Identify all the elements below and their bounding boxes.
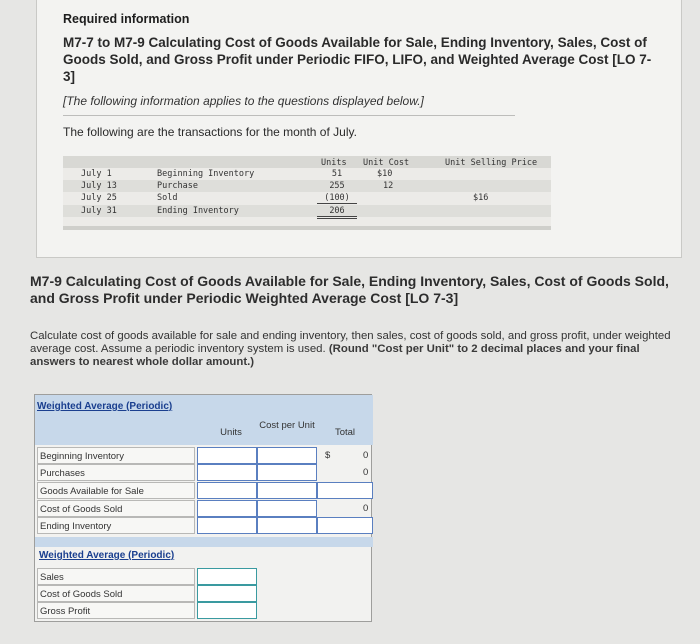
required-info-heading: Required information [63, 12, 190, 26]
section-title: M7-9 Calculating Cost of Goods Available for Sale, Ending Inventory, Sales, Cost of Goods Sold, and Gross Profit under Periodic Weighted Average Cost [LO 7-3] [30, 273, 669, 306]
beginning-inventory-units-input[interactable] [197, 447, 257, 464]
instructions [30, 330, 685, 369]
gross-profit-input[interactable] [197, 602, 257, 619]
tx-units: 255 [329, 181, 345, 191]
tx-date: July 1 [81, 169, 112, 179]
cogs-units-input[interactable] [197, 500, 257, 517]
total-column-header: Total [334, 427, 356, 438]
ending-inventory-total-input[interactable] [317, 517, 373, 534]
weighted-average-worksheet [34, 394, 372, 622]
table-row [63, 180, 551, 192]
transactions-intro: The following are the transactions for the month of July. [63, 125, 357, 139]
row-label-beginning-inventory: Beginning Inventory [37, 447, 195, 464]
row-label-purchases: Purchases [37, 464, 195, 481]
sales-input[interactable] [197, 568, 257, 585]
instructions-rounding: (Round "Cost per Unit" to 2 decimal places and your final answers to nearest whole dollar amount.) [30, 343, 640, 368]
unit-cost-header: Unit Cost [363, 158, 410, 168]
tx-units: (100) [317, 193, 357, 204]
row-label-gross-profit: Gross Profit [37, 602, 195, 619]
cogs-total: 0 [363, 503, 369, 514]
tx-desc: Sold [157, 193, 178, 203]
table-row [63, 205, 551, 217]
tx-desc: Beginning Inventory [157, 169, 255, 179]
units-header: Units [321, 158, 347, 168]
row-label-cost-of-goods-sold-2: Cost of Goods Sold [37, 585, 195, 602]
row-label-cost-of-goods-sold: Cost of Goods Sold [37, 500, 195, 517]
unit-selling-price-header: Unit Selling Price [445, 158, 538, 168]
tx-date: July 31 [81, 206, 117, 216]
tx-desc: Purchase [157, 181, 198, 191]
units-column-header: Units [220, 427, 242, 438]
transactions-header-row [63, 156, 551, 168]
row-label-ending-inventory: Ending Inventory [37, 517, 195, 534]
instructions-text: Calculate cost of goods available for sale and ending inventory, then sales, cost of goods sold, and gross profit, under weighted average cost. Assume a periodic inventory system is used. [30, 330, 671, 355]
worksheet-divider-band [35, 537, 373, 547]
tx-units: 206 [317, 206, 357, 219]
table-footer-bar [63, 226, 551, 230]
divider [63, 115, 515, 116]
beginning-inventory-total: 0 [363, 450, 369, 461]
cogs-amount-input[interactable] [197, 585, 257, 602]
transactions-table [63, 156, 551, 230]
tx-date: July 25 [81, 193, 117, 203]
problem-title: M7-7 to M7-9 Calculating Cost of Goods Available for Sale, Ending Inventory, Sales, Cost of Goods Sold, and Gross Profit under Periodic FIFO, LIFO, and Weighted Average Cost [LO 7-3] [63, 35, 652, 84]
tx-date: July 13 [81, 181, 117, 191]
ending-inventory-cost-input[interactable] [257, 517, 317, 534]
worksheet-title-link[interactable]: Weighted Average (Periodic) [37, 401, 173, 412]
table-row [63, 168, 551, 180]
ending-inventory-units-input[interactable] [197, 517, 257, 534]
tx-desc: Ending Inventory [157, 206, 239, 216]
goods-available-cost-input[interactable] [257, 482, 317, 499]
cogs-cost-input[interactable] [257, 500, 317, 517]
tx-unit-selling-price: $16 [473, 193, 489, 203]
row-label-goods-available: Goods Available for Sale [37, 482, 195, 499]
cost-per-unit-column-header: Cost per Unit [259, 420, 315, 431]
currency-symbol: $ [325, 450, 331, 461]
goods-available-units-input[interactable] [197, 482, 257, 499]
purchases-units-input[interactable] [197, 464, 257, 481]
required-information-panel [36, 0, 682, 258]
worksheet-title-link-2[interactable]: Weighted Average (Periodic) [39, 550, 175, 561]
tx-unit-cost: 12 [383, 181, 394, 191]
table-row [63, 192, 551, 204]
purchases-total: 0 [363, 467, 369, 478]
goods-available-total-input[interactable] [317, 482, 373, 499]
info-note: [The following information applies to the questions displayed below.] [63, 94, 424, 108]
tx-unit-cost: $10 [377, 169, 393, 179]
purchases-cost-input[interactable] [257, 464, 317, 481]
row-label-sales: Sales [37, 568, 195, 585]
beginning-inventory-cost-input[interactable] [257, 447, 317, 464]
tx-units: 51 [331, 169, 343, 179]
